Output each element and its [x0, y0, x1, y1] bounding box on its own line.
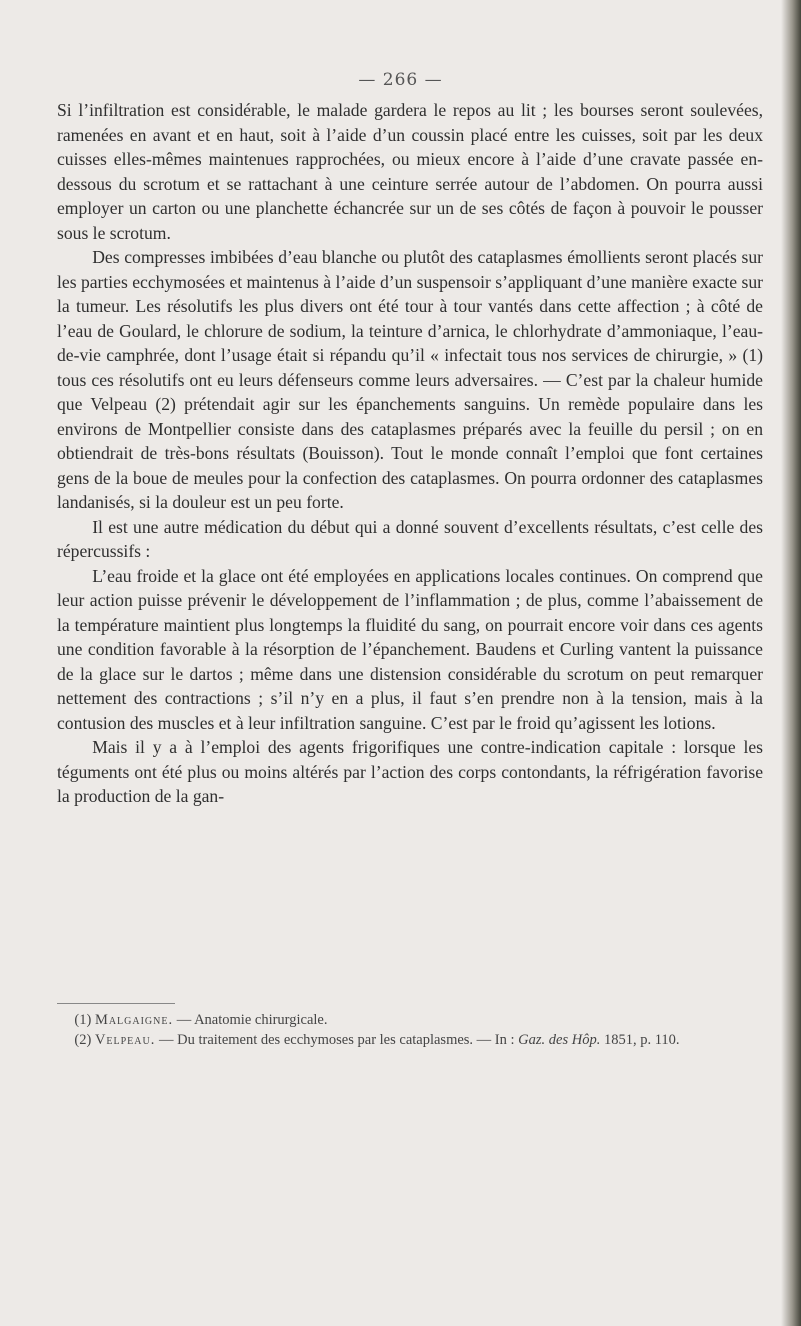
paragraph-1: Si l’infiltration est considérable, le malade gardera le repos au lit ; les bourses seront soulevées, ramenées en avant et en haut, soit à l’aide d’un coussin placé entre les cuisses, soit par les deux cuisses elles-mêmes maintenues rapprochées, ou mieux encore à l’aide d’une cravate passée en-dessous du scrotum et se rattachant à une ceinture serrée autour de l’abdomen. On pourra aussi employer un carton ou une planchette échancrée sur un de ses côtés de façon à pouvoir le pousser sous le scrotum. — [57, 100, 763, 243]
paragraph-2: Des compresses imbibées d’eau blanche ou plutôt des cataplasmes émollients seront placés sur les parties ecchymosées et maintenus à l’aide d’un suspensoir s’appliquant d’une manière exacte sur la tumeur. Les résolutifs les plus divers ont été tour à tour vantés dans cette affection ; à côté de l’eau de Goulard, le chlorure de sodium, la teinture d’arnica, le chlorhydrate d’ammoniaque, l’eau-de-vie camphrée, dont l’usage était si répandu qu’il « infectait tous nos services de chirurgie, » (1) tous ces résolutifs ont eu leurs défenseurs comme leurs adversaires. — C’est par la chaleur humide que Velpeau (2) prétendait agir sur les épanchements sanguins. Un remède populaire dans les environs de Montpellier consiste dans des cataplasmes préparés avec la feuille du persil ; on en obtiendrait de très-bons résultats (Bouisson). Tout le monde connaît l’emploi que font certaines gens de la boue de meules pour la confection des cataplasmes. On pourra ordonner des cataplasmes landanisés, si la douleur est un peu forte. — [57, 247, 763, 512]
footnote-2-text: — Du traitement des ecchymoses par les cataplasmes. — In : — [159, 1032, 515, 1048]
footnote-2-tail: 1851, p. 110. — [603, 1032, 680, 1048]
footnote-2-mark: (2) — [74, 1032, 92, 1048]
footnotes — [57, 1010, 763, 1050]
footnote-1-mark: (1) — [74, 1012, 92, 1028]
body-text — [57, 98, 763, 809]
footnote-divider — [57, 1003, 175, 1004]
footnote-1 — [57, 1010, 763, 1030]
page-number: — 266 — — [358, 70, 443, 90]
footnote-1-author: Malgaigne. — [94, 1012, 174, 1028]
paragraph-4: L’eau froide et la glace ont été employées en applications locales continues. On comprend que leur action puisse prévenir le développement de l’inflammation ; de plus, comme l’abaissement de la température maintient plus longtemps la fluidité du sang, on pourrait encore voir dans ces agents une condition favorable à la résorption de l’épanchement. Baudens et Curling vantent la puissance de la glace sur le dartos ; même dans une distension considérable du scrotum on peut remarquer nettement des contractions ; s’il n’y en a plus, il faut s’en prendre non à la tension, mais à la contusion des muscles et à leur infiltration sanguine. C’est par le froid qu’agissent les lotions. — [57, 565, 763, 733]
paragraph-3: Il est une autre médication du début qui a donné souvent d’excellents résultats, c’est celle des répercussifs : — [57, 516, 763, 561]
footnote-1-text: — Anatomie chirurgicale. — [176, 1012, 328, 1028]
binding-shadow — [781, 0, 801, 1326]
footnote-2 — [57, 1030, 763, 1050]
footnote-2-author: Velpeau. — [94, 1032, 156, 1048]
footnote-2-journal: Gaz. des Hôp. — [518, 1032, 601, 1048]
paragraph-5: Mais il y a à l’emploi des agents frigorifiques une contre-indication capitale : lorsque les téguments ont été plus ou moins altérés par l’action des corps contondants, la réfrigération favorise la production de la gan- — [57, 737, 763, 806]
